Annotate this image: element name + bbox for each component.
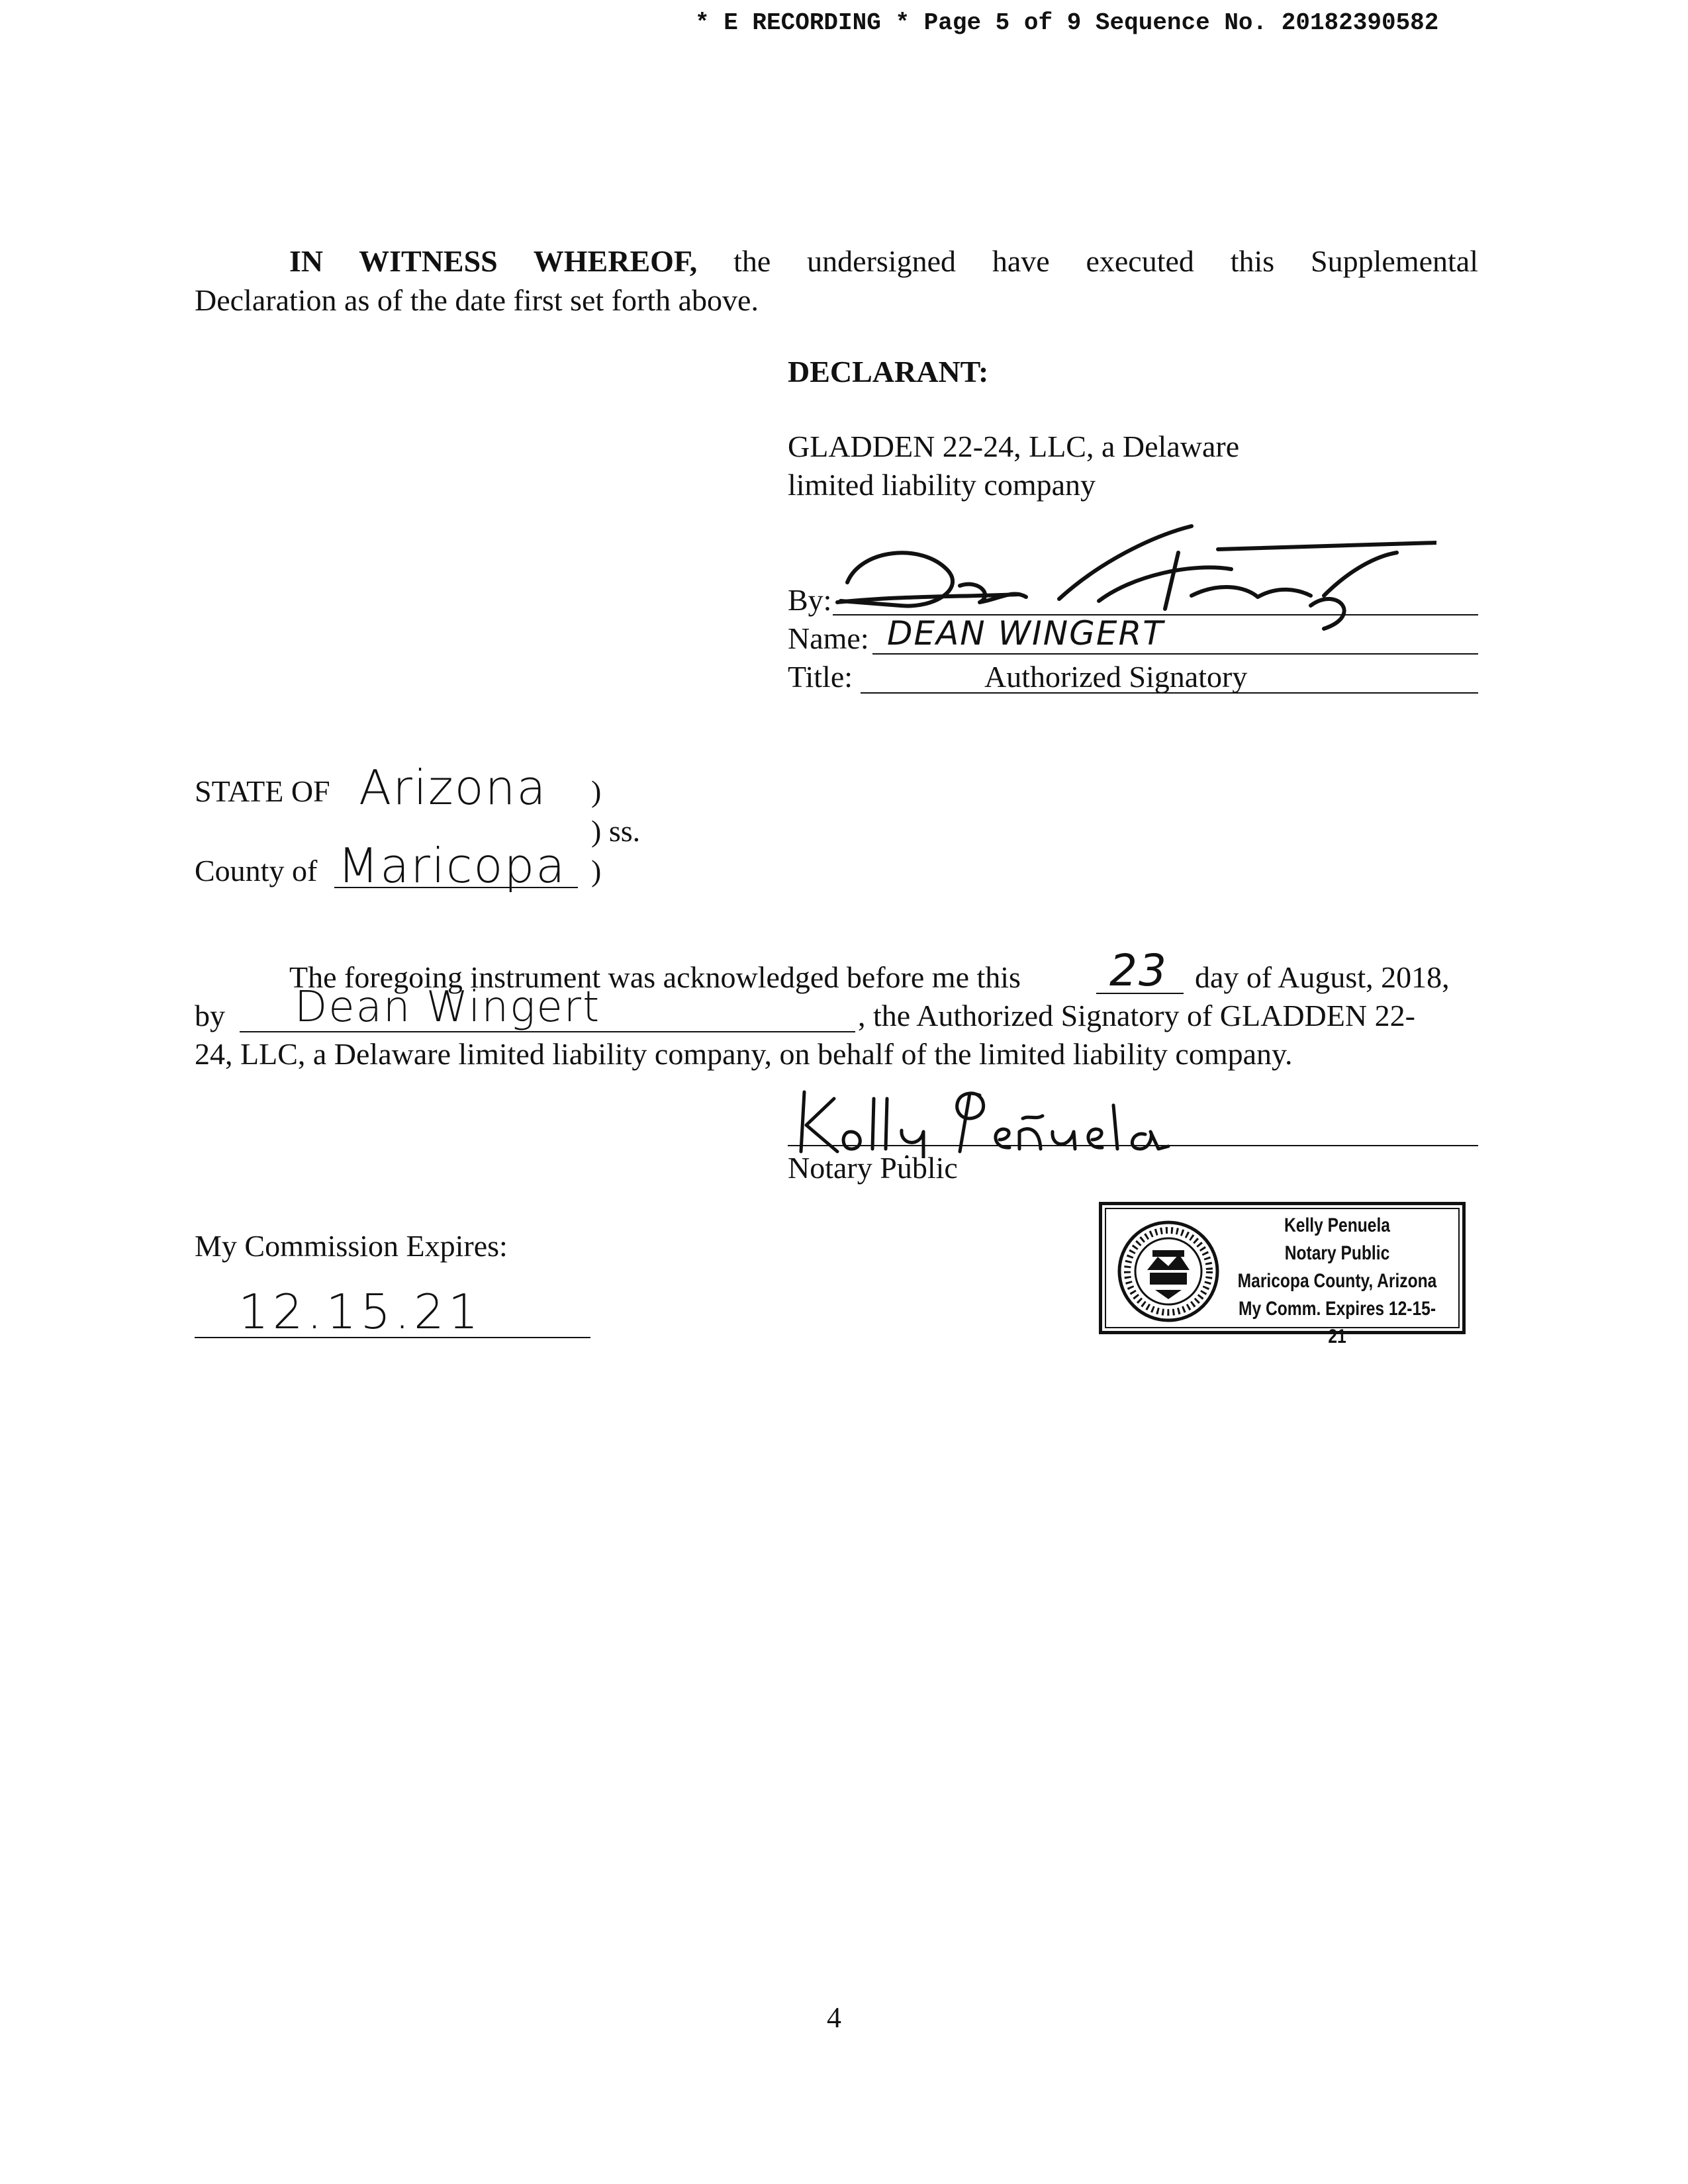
state-seal-icon [1115,1218,1221,1324]
ack-line2-rest: , the Authorized Signatory of GLADDEN 22- [858,999,1415,1032]
stamp-county: Maricopa County, Arizona [1237,1270,1437,1292]
notary-signature-line [788,1145,1478,1146]
witness-line-1 [289,242,1478,281]
state-label: STATE OF [195,774,330,808]
stamp-title: Notary Public [1284,1242,1390,1264]
page-number: 4 [827,2001,841,2034]
day-handwritten: 23 [1109,945,1168,996]
ack-line3: 24, LLC, a Delaware limited liability company, on behalf of the limited liability company. [195,1037,1293,1071]
company-line-1: GLADDEN 22-24, LLC, a Delaware [788,430,1240,463]
commission-handwritten: 12.15.21 [238,1284,483,1340]
stamp-name: Kelly Penuela [1284,1214,1390,1236]
recording-banner: * E RECORDING * Page 5 of 9 Sequence No. 20182390582 [695,9,1439,36]
county-paren: ) [591,854,602,887]
declarant-heading: DECLARANT: [788,355,989,388]
name-handwritten: DEAN WINGERT [887,614,1164,653]
commission-line [195,1337,590,1338]
notary-signature [788,1079,1198,1158]
witness-line1-rest: the undersigned have executed this Supplemental [733,244,1478,278]
state-paren: ) [591,774,602,808]
ack-line1-after: day of August, 2018, [1195,960,1450,994]
ss-label: ) ss. [591,814,641,848]
stamp-expires: My Comm. Expires 12-15-21 [1238,1298,1436,1347]
company-line-2: limited liability company [788,468,1096,502]
by-label: By: [788,583,832,617]
signer-handwritten: Dean Wingert [295,983,601,1032]
title-label: Title: [788,660,853,694]
state-handwritten: Arizona [359,760,547,815]
name-line [872,653,1478,655]
notary-label: Notary Public [788,1151,958,1185]
witness-line-2: Declaration as of the date first set forth above. [195,283,759,317]
county-handwritten: Maricopa [338,838,567,893]
commission-label: My Commission Expires: [195,1229,508,1263]
ack-line1-before: The foregoing instrument was acknowledged before me this [289,960,1021,994]
ack-by-label: by [195,999,225,1032]
county-label: County of [195,854,318,887]
title-value: Authorized Signatory [984,660,1248,694]
stamp-text [1237,1212,1437,1351]
county-line [334,887,578,888]
notary-stamp [1099,1202,1466,1347]
name-label: Name: [788,621,869,655]
witness-lead: IN WITNESS WHEREOF, [289,244,698,278]
